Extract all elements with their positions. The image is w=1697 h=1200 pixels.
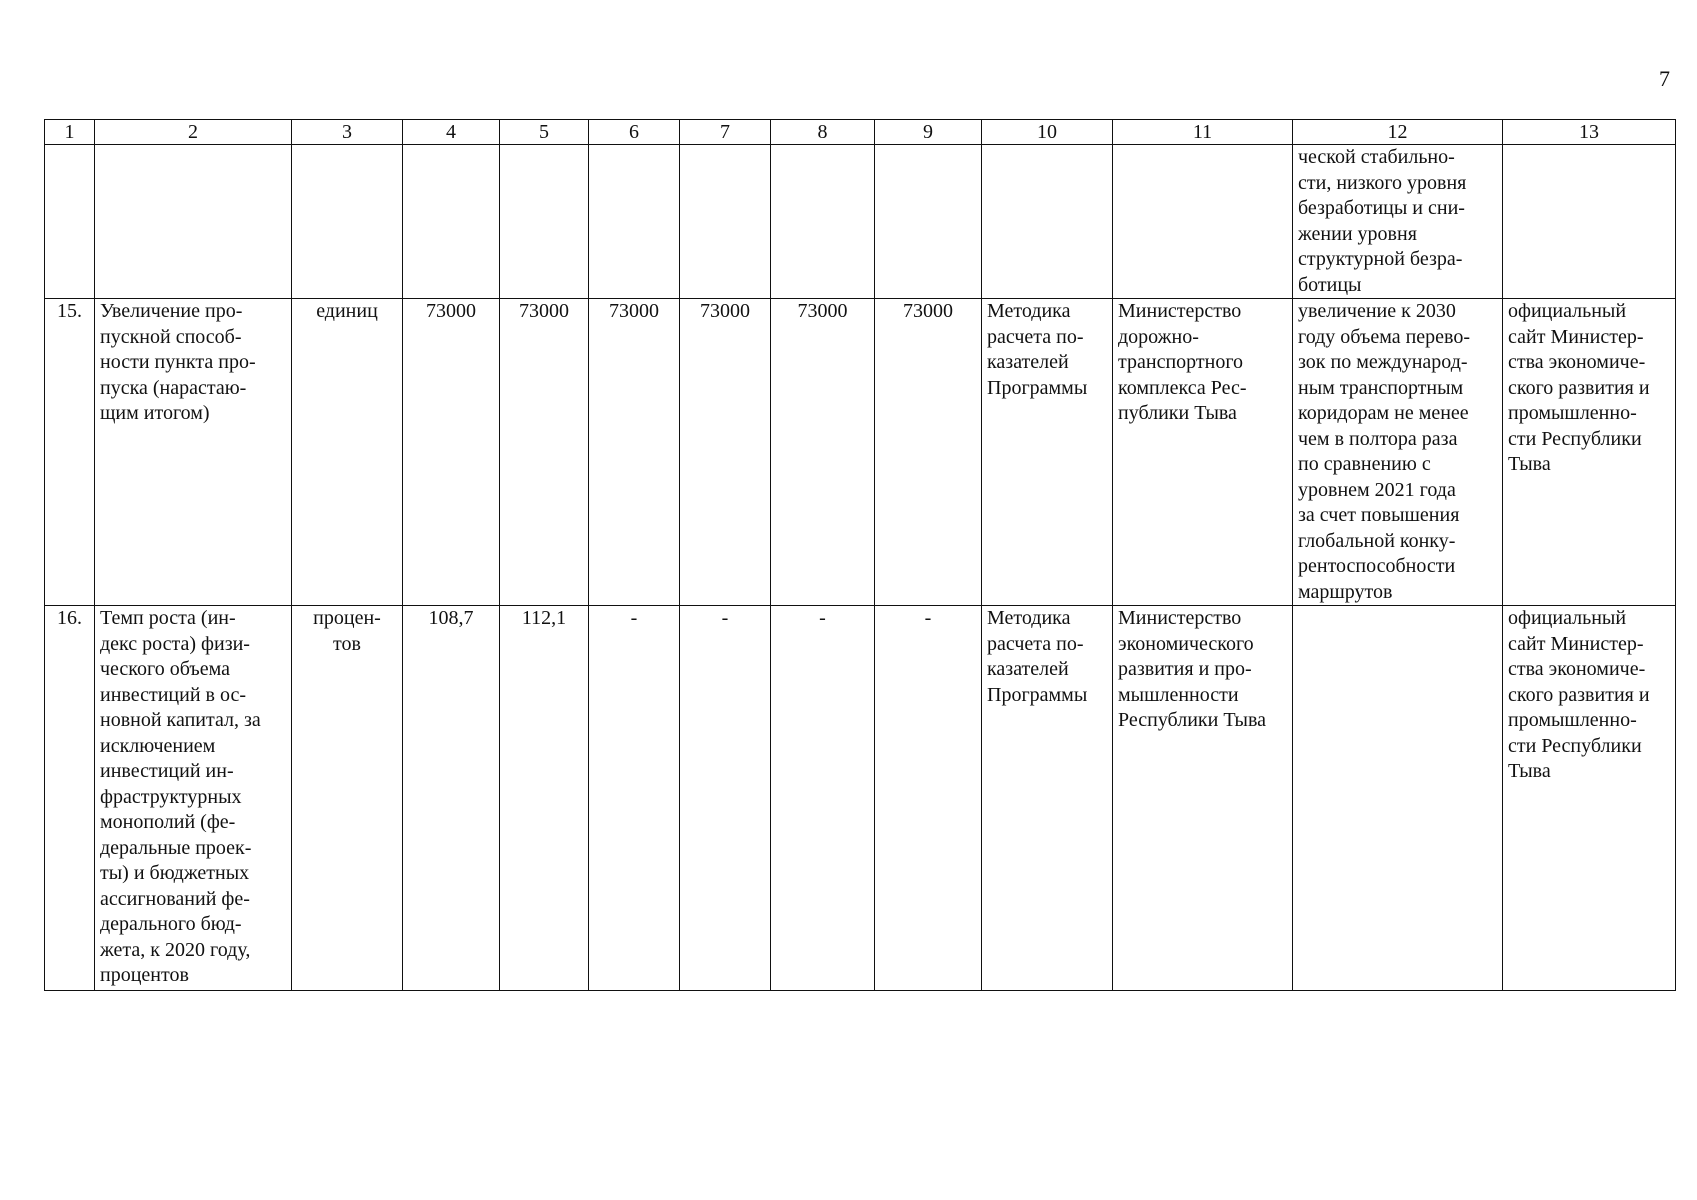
value-cell: -: [680, 606, 771, 991]
method-line: Методика: [987, 607, 1071, 629]
method-line: казателей: [987, 351, 1069, 373]
responsible-line: развития и про-: [1118, 658, 1252, 680]
result-line: увеличение к 2030: [1298, 300, 1456, 322]
indicator-name-line: деральные проек-: [100, 836, 252, 859]
indicator-name-line: ности пункта про-: [100, 351, 256, 373]
result-line: уровнем 2021 года: [1298, 478, 1456, 501]
value-cell: 73000: [500, 299, 589, 606]
unit-cell: [292, 606, 403, 991]
unit-line: тов: [333, 632, 361, 655]
source-line: ства экономиче-: [1508, 351, 1646, 373]
column-number-header: 3: [292, 120, 403, 145]
method-line: расчета по-: [987, 632, 1084, 655]
indicator-name-line: монополий (фе-: [100, 811, 236, 833]
value-cell: 73000: [589, 299, 680, 606]
result-line: сти, низкого уровня: [1298, 171, 1467, 194]
indicator-name-line: ты) и бюджетных: [100, 862, 250, 884]
value-cell: [500, 145, 589, 299]
method-line: Программы: [987, 683, 1088, 706]
result-line: маршрутов: [1298, 580, 1393, 603]
responsible-line: Республики Тыва: [1118, 709, 1267, 731]
column-number-header: 2: [95, 120, 292, 145]
value-cell: 73000: [403, 299, 500, 606]
result-cell: [1293, 299, 1503, 606]
source-line: ства экономиче-: [1508, 658, 1646, 680]
source-line: сайт Министер-: [1508, 325, 1644, 348]
result-line: ным транспортным: [1298, 376, 1464, 399]
result-line: рентоспособности: [1298, 555, 1456, 577]
value-cell: -: [771, 606, 875, 991]
column-number-header: 5: [500, 120, 589, 145]
result-line: структурной безра-: [1298, 248, 1463, 270]
table-row-continuation: [45, 145, 1676, 299]
method-cell: [982, 606, 1113, 991]
result-line: году объема перево-: [1298, 325, 1471, 348]
value-cell: [680, 145, 771, 299]
result-cell: [1293, 606, 1503, 991]
row-number-cell: 15.: [45, 299, 95, 606]
column-number-header: 12: [1293, 120, 1503, 145]
source-line: официальный: [1508, 300, 1627, 322]
method-line: расчета по-: [987, 325, 1084, 348]
method-cell: [982, 145, 1113, 299]
row-number-cell: [45, 145, 95, 299]
table-row-16: [45, 606, 1676, 991]
result-line: жении уровня: [1298, 222, 1417, 245]
indicator-name-line: фраструктурных: [100, 785, 242, 808]
result-line: ческой стабильно-: [1298, 146, 1455, 168]
result-line: зок по международ-: [1298, 351, 1468, 373]
result-line: за счет повышения: [1298, 504, 1460, 526]
indicator-name-line: новной капитал, за: [100, 709, 261, 731]
responsible-line: Министерство: [1118, 300, 1242, 322]
value-cell: 108,7: [403, 606, 500, 991]
responsible-line: экономического: [1118, 632, 1254, 655]
result-line: безработицы и сни-: [1298, 197, 1465, 219]
indicator-name-cell: [95, 606, 292, 991]
indicator-name-line: декс роста) физи-: [100, 632, 250, 655]
indicator-name-line: ческого объема: [100, 658, 231, 680]
column-number-header: 8: [771, 120, 875, 145]
value-cell: [875, 145, 982, 299]
indicator-name-cell: [95, 145, 292, 299]
source-line: сти Республики: [1508, 427, 1642, 450]
value-cell: -: [875, 606, 982, 991]
responsible-cell: [1113, 145, 1293, 299]
source-line: промышленно-: [1508, 709, 1637, 731]
header-row: [45, 120, 1676, 145]
result-line: ботицы: [1298, 273, 1362, 296]
column-number-header: 6: [589, 120, 680, 145]
column-number-header: 7: [680, 120, 771, 145]
responsible-line: транспортного: [1118, 351, 1244, 373]
column-number-header: 9: [875, 120, 982, 145]
column-number-header: 4: [403, 120, 500, 145]
result-cell: [1293, 145, 1503, 299]
row-number-cell: 16.: [45, 606, 95, 991]
indicator-name-line: исключением: [100, 734, 216, 757]
source-line: ского развития и: [1508, 376, 1650, 399]
indicator-name-line: процентов: [100, 964, 189, 986]
column-number-header: 1: [45, 120, 95, 145]
method-line: Методика: [987, 300, 1071, 322]
value-cell: 112,1: [500, 606, 589, 991]
value-cell: 73000: [875, 299, 982, 606]
value-cell: [589, 145, 680, 299]
value-cell: [403, 145, 500, 299]
source-line: сайт Министер-: [1508, 632, 1644, 655]
indicator-name-line: пуска (нарастаю-: [100, 376, 247, 399]
method-cell: [982, 299, 1113, 606]
source-line: ского развития и: [1508, 683, 1650, 706]
source-line: Тыва: [1508, 760, 1551, 782]
method-line: казателей: [987, 658, 1069, 680]
indicator-name-cell: [95, 299, 292, 606]
result-line: по сравнению с: [1298, 453, 1431, 475]
value-cell: -: [589, 606, 680, 991]
result-line: чем в полтора раза: [1298, 427, 1458, 450]
indicator-name-line: жета, к 2020 году,: [100, 938, 251, 961]
indicator-name-line: Увеличение про-: [100, 300, 243, 322]
indicator-name-line: инвестиций ин-: [100, 760, 234, 782]
source-cell: [1503, 299, 1676, 606]
responsible-line: публики Тыва: [1118, 402, 1237, 424]
responsible-line: Министерство: [1118, 607, 1242, 629]
source-line: официальный: [1508, 607, 1627, 629]
indicator-name-line: дерального бюд-: [100, 913, 242, 935]
unit-cell: [292, 145, 403, 299]
unit-line: процен-: [313, 607, 381, 629]
method-line: Программы: [987, 376, 1088, 399]
result-line: коридорам не менее: [1298, 402, 1469, 424]
responsible-line: дорожно-: [1118, 325, 1199, 348]
result-line: глобальной конку-: [1298, 529, 1456, 552]
column-number-header: 11: [1113, 120, 1293, 145]
unit-cell: [292, 299, 403, 606]
table-row-15: [45, 299, 1676, 606]
source-cell: [1503, 145, 1676, 299]
column-number-header: 10: [982, 120, 1113, 145]
responsible-line: мышленности: [1118, 683, 1239, 706]
value-cell: [771, 145, 875, 299]
value-cell: 73000: [771, 299, 875, 606]
responsible-cell: [1113, 299, 1293, 606]
responsible-line: комплекса Рес-: [1118, 376, 1247, 399]
source-line: промышленно-: [1508, 402, 1637, 424]
value-cell: 73000: [680, 299, 771, 606]
page-number: 7: [1659, 66, 1670, 91]
indicators-table: [44, 119, 1676, 991]
responsible-cell: [1113, 606, 1293, 991]
column-number-header: 13: [1503, 120, 1676, 145]
unit-line: единиц: [316, 300, 378, 322]
source-line: Тыва: [1508, 453, 1551, 475]
indicator-name-line: пускной способ-: [100, 325, 242, 348]
indicator-name-line: Темп роста (ин-: [100, 607, 236, 629]
source-line: сти Республики: [1508, 734, 1642, 757]
source-cell: [1503, 606, 1676, 991]
indicator-name-line: щим итогом): [100, 402, 210, 424]
indicator-name-line: ассигнований фе-: [100, 887, 250, 910]
indicator-name-line: инвестиций в ос-: [100, 683, 247, 706]
